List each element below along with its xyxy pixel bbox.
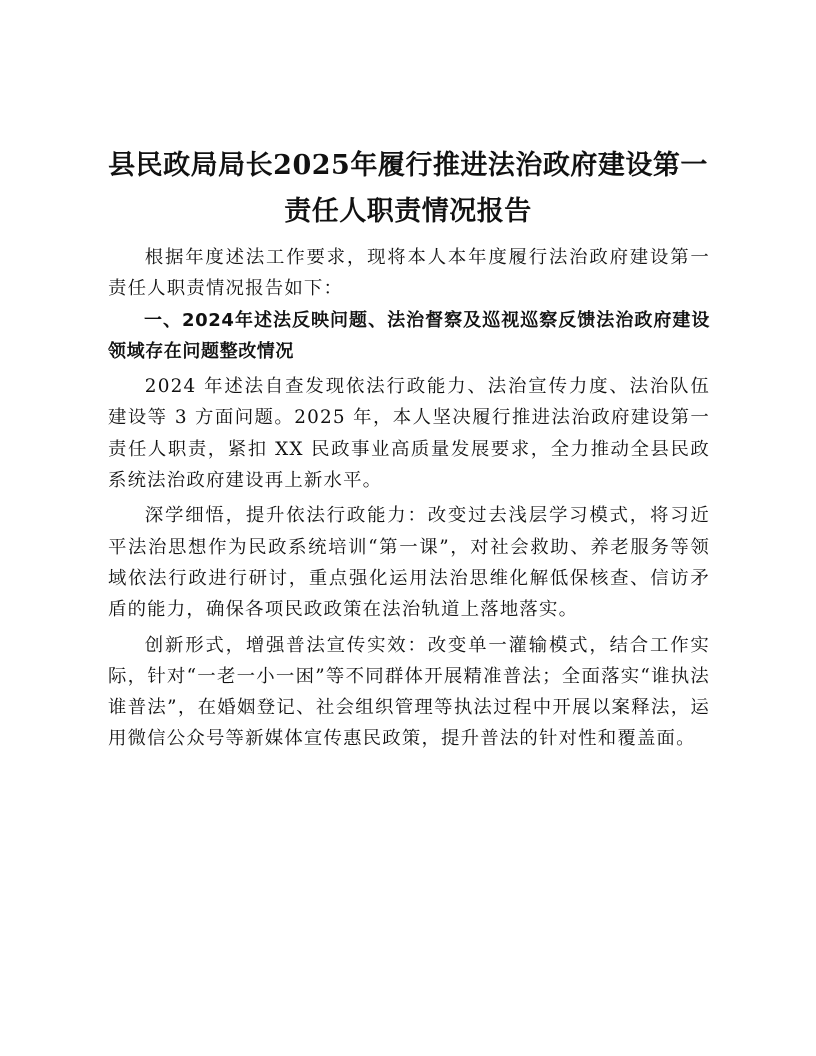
intro-paragraph: 根据年度述法工作要求，现将本人本年度履行法治政府建设第一责任人职责情况报告如下： <box>108 247 710 300</box>
body-paragraph: 创新形式，增强普法宣传实效：改变单一灌输模式，结合工作实际，针对“一老一小一困”等不同群体开展精准普法；全面落实“谁执法谁普法”，在婚姻登记、社会组织管理等执法过程中开展以案释法，运用微信公众号等新媒体宣传惠民政策，提升普法的针对性和覆盖面。 <box>108 634 710 750</box>
body-paragraph: 2024 年述法自查发现依法行政能力、法治宣传力度、法治队伍建设等 3 方面问题。2025 年，本人坚决履行推进法治政府建设第一责任人职责，紧扣 XX 民政事业高质量发展要求，全力推动全县民政系统法治政府建设再上新水平。 <box>108 376 710 492</box>
body-paragraph: 深学细悟，提升依法行政能力：改变过去浅层学习模式，将习近平法治思想作为民政系统培训“第一课”，对社会救助、养老服务等领域依法行政进行研讨，重点强化运用法治思维化解低保核查、信访矛盾的能力，确保各项民政政策在法治轨道上落地落实。 <box>108 505 710 621</box>
document-body <box>108 242 710 755</box>
section-heading: 一、2024年述法反映问题、法治督察及巡视巡察反馈法治政府建设领域存在问题整改情况 <box>108 309 710 362</box>
document-title: 县民政局局长2025年履行推进法治政府建设第一责任人职责情况报告 <box>108 150 708 227</box>
